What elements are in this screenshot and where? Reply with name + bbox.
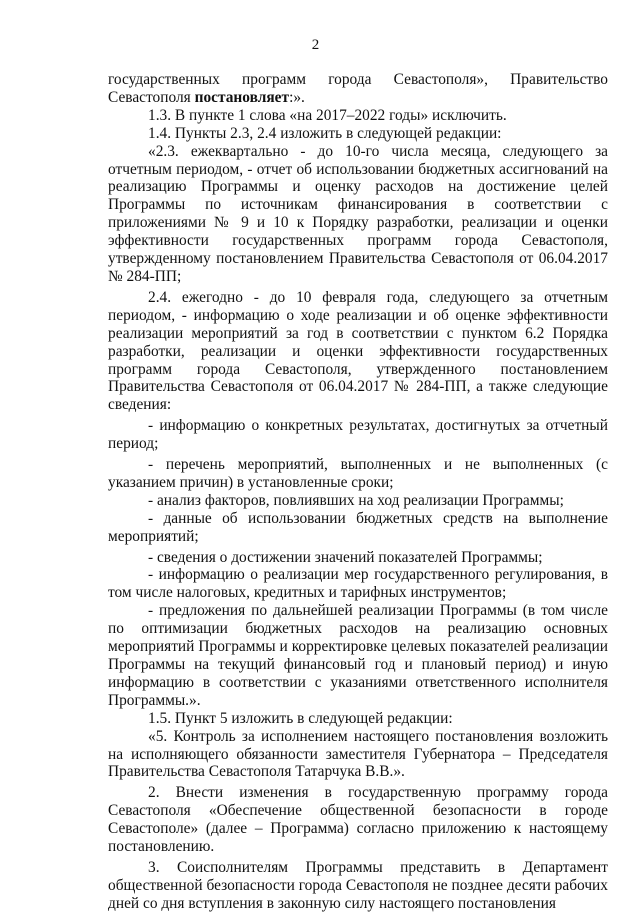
list-item: - перечень мероприятий, выполненных и не выполненных (с указанием причин) в установленные сроки; — [108, 456, 608, 491]
paragraph-3: 3. Соисполнителям Программы представить в Департамент общественной безопасности города Севастополя не позднее десяти рабочих дней со дня вступления в законную силу настоящего постановления — [108, 858, 608, 912]
bold-keyword: постановляет — [194, 88, 290, 106]
paragraph-intro-tail: :». — [289, 88, 305, 106]
list-item: - анализ факторов, повлиявших на ход реализации Программы; — [148, 491, 564, 509]
paragraph-2: 2. Внести изменения в государственную программу города Севастополя «Обеспечение общественной безопасности в городе Севастополе» (далее – Программа) согласно приложению к настоящему постановлению. — [108, 784, 608, 856]
document-body — [108, 71, 608, 913]
paragraph-2-4: 2.4. ежегодно - до 10 февраля года, следующего за отчетным периодом, - информацию о ходе реализации и об оценке эффективности реализации мероприятий за год в соответствии с пунктом 6.2 Порядка разработки, реализации и оценки эффективности государственных программ города Севастополя, утвержденного постановлением Правительства Севастополя от 06.04.2017 № 284-ПП, а также следующие сведения: — [108, 288, 608, 414]
paragraph-2-3: «2.3. ежеквартально - до 10-го числа месяца, следующего за отчетным периодом, - отчет об использовании бюджетных ассигнований на реализацию Программы и оценку расходов на достижение целей Программы по источникам финансирования в соответствии с приложениями № 9 и 10 к Порядку разработки, реализации и оценки эффективности государственных программ города Севастополя, утвержденному постановлением Правительства Севастополя от 06.04.2017 № 284-ПП; — [108, 142, 608, 285]
page-number: 2 — [311, 37, 320, 53]
paragraph-1-5: 1.5. Пункт 5 изложить в следующей редакции: — [148, 709, 453, 727]
list-item: - информацию о конкретных результатах, достигнутых за отчетный период; — [108, 417, 608, 453]
paragraph-1-4: 1.4. Пункты 2.3, 2.4 изложить в следующей редакции: — [148, 124, 502, 142]
list-item: - информацию о реализации мер государственного регулирования, в том числе налоговых, кредитных и тарифных инструментов; — [108, 566, 608, 602]
list-item: - предложения по дальнейшей реализации Программы (в том числе по оптимизации бюджетных расходов на реализацию основных мероприятий Программы и корректировке целевых показателей реализации Программы на текущий финансовый год и плановый период) и иную информацию в соответствии с указаниями ответственного исполнителя Программы.». — [108, 602, 608, 709]
paragraph-1-3: 1.3. В пункте 1 слова «на 2017–2022 годы» исключить. — [148, 106, 507, 124]
list-item: - данные об использовании бюджетных средств на выполнение мероприятий; — [108, 509, 608, 545]
paragraph-5: «5. Контроль за исполнением настоящего постановления возложить на исполняющего обязанности заместителя Губернатора – Председателя Правительства Севастополя Татарчука В.В.». — [108, 727, 608, 781]
paragraph-intro — [108, 71, 608, 107]
paragraph-intro-text: государственных программ города Севастополя», Правительство Севастополя — [108, 71, 608, 106]
list-item: - сведения о достижении значений показателей Программы; — [148, 548, 543, 566]
